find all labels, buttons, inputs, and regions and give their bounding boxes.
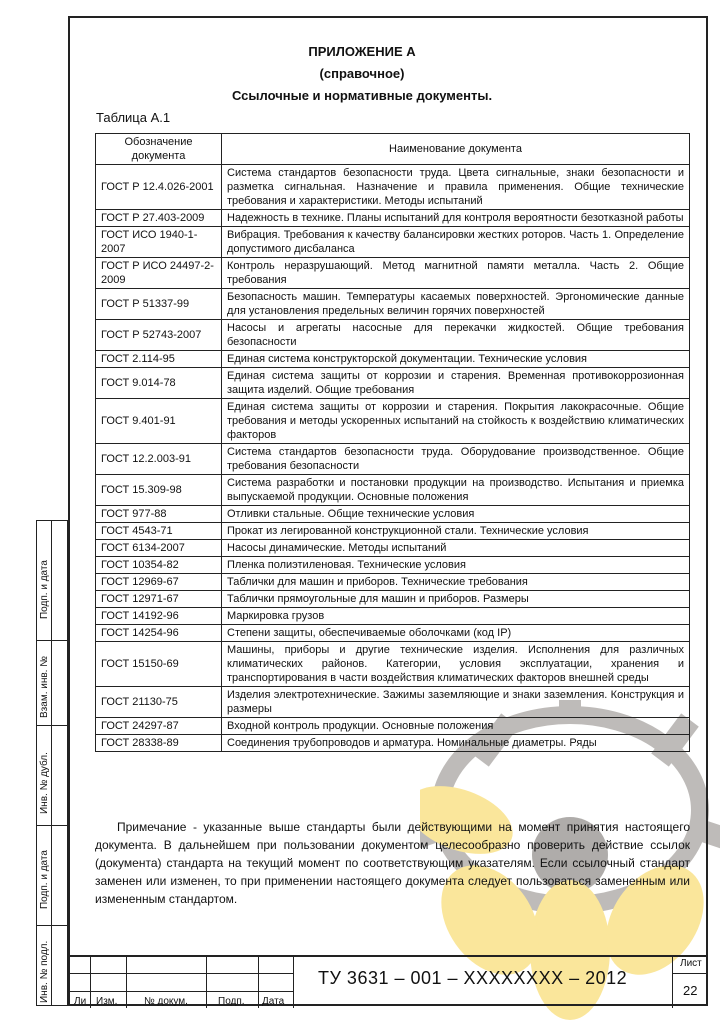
row-doc-name: Система стандартов безопасности труда. Оборудование производственное. Общие требования безопасности: [222, 444, 690, 475]
strip-label-sign-date-2: Подп. и дата: [39, 850, 50, 909]
appendix-title: ПРИЛОЖЕНИЕ А: [308, 44, 416, 59]
table-row: [96, 735, 690, 752]
row-doc-code: ГОСТ Р 51337-99: [96, 289, 222, 320]
table-row: [96, 351, 690, 368]
title-block-li: Ли: [74, 996, 87, 1007]
table-label: Таблица А.1: [96, 110, 171, 125]
table-row: [96, 523, 690, 540]
appendix-heading: Ссылочные и нормативные документы.: [231, 88, 493, 103]
table-row: [96, 557, 690, 574]
binding-strip: [36, 520, 68, 1006]
row-doc-name: Машины, приборы и другие технические изделия. Исполнения для различных климатических районов. Категории, условия эксплуатации, хранения и транспортирования в части воздействия климатических факторов внешней среды: [222, 642, 690, 687]
strip-label-inv-orig: Инв. № подл.: [39, 940, 50, 1003]
column-header-name: Наименование документа: [222, 134, 690, 165]
row-doc-code: ГОСТ Р 52743-2007: [96, 320, 222, 351]
row-doc-name: Степени защиты, обеспечиваемые оболочками (код IP): [222, 625, 690, 642]
table-row: [96, 506, 690, 523]
row-doc-code: ГОСТ 24297-87: [96, 718, 222, 735]
row-doc-code: ГОСТ 9.014-78: [96, 368, 222, 399]
row-doc-name: Таблички для машин и приборов. Технические требования: [222, 574, 690, 591]
row-doc-code: ГОСТ 10354-82: [96, 557, 222, 574]
row-doc-name: Насосы динамические. Методы испытаний: [222, 540, 690, 557]
row-doc-code: ГОСТ 12971-67: [96, 591, 222, 608]
row-doc-name: Таблички прямоугольные для машин и приборов. Размеры: [222, 591, 690, 608]
table-row: [96, 320, 690, 351]
row-doc-code: ГОСТ Р 12.4.026-2001: [96, 165, 222, 210]
appendix-subtitle: (справочное): [319, 66, 405, 81]
row-doc-code: ГОСТ 28338-89: [96, 735, 222, 752]
table-row: [96, 687, 690, 718]
row-doc-name: Безопасность машин. Температуры касаемых поверхностей. Эргономические данные для установления предельных величин горячих поверхностей: [222, 289, 690, 320]
table-row: [96, 608, 690, 625]
table-row: [96, 540, 690, 557]
table-row: [96, 574, 690, 591]
document-id: ТУ 3631 – 001 – ХХХХХХХХ – 2012: [318, 968, 628, 988]
table-row: [96, 475, 690, 506]
row-doc-name: Система стандартов безопасности труда. Цвета сигнальные, знаки безопасности и разметка сигнальная. Назначение и правила применения. Общие технические требования и характеристики. Методы испытаний: [222, 165, 690, 210]
strip-label-sign-date-1: Подп. и дата: [39, 560, 50, 619]
row-doc-name: Отливки стальные. Общие технические условия: [222, 506, 690, 523]
column-header-code: Обозначение документа: [96, 134, 222, 165]
row-doc-code: ГОСТ 21130-75: [96, 687, 222, 718]
table-row: [96, 210, 690, 227]
row-doc-code: ГОСТ 15.309-98: [96, 475, 222, 506]
sheet-number: 22: [683, 983, 698, 998]
row-doc-name: Пленка полиэтиленовая. Технические условия: [222, 557, 690, 574]
row-doc-name: Изделия электротехнические. Зажимы заземляющие и знаки заземления. Конструкция и размеры: [222, 687, 690, 718]
table-row: [96, 399, 690, 444]
row-doc-name: Прокат из легированной конструкционной стали. Технические условия: [222, 523, 690, 540]
note-paragraph: Примечание - указанные выше стандарты были действующими на момент принятия настоящего документа. В дальнейшем при пользовании документом целесообразно проверить действие ссылок (документа) стандарта на текущий момент по соответствующим указателям. Если ссылочный стандарт заменен или изменен, то при применении настоящего документа следует пользоваться замененным или измененным стандартом.: [95, 820, 690, 906]
table-row: [96, 625, 690, 642]
row-doc-code: ГОСТ 14192-96: [96, 608, 222, 625]
row-doc-code: ГОСТ Р ИСО 24497-2-2009: [96, 258, 222, 289]
table-header-row: [96, 134, 690, 165]
row-doc-code: ГОСТ 12969-67: [96, 574, 222, 591]
table-row: [96, 642, 690, 687]
row-doc-name: Соединения трубопроводов и арматура. Номинальные диаметры. Ряды: [222, 735, 690, 752]
table-row: [96, 718, 690, 735]
row-doc-name: Единая система защиты от коррозии и старения. Покрытия лакокрасочные. Общие требования и методы ускоренных испытаний на стойкость к воздействию климатических факторов: [222, 399, 690, 444]
table-row: [96, 227, 690, 258]
row-doc-code: ГОСТ 6134-2007: [96, 540, 222, 557]
table-row: [96, 289, 690, 320]
row-doc-name: Единая система защиты от коррозии и старения. Временная противокоррозионная защита изделий. Общие требования: [222, 368, 690, 399]
row-doc-code: ГОСТ Р 27.403-2009: [96, 210, 222, 227]
title-block-date: Дата: [262, 996, 285, 1007]
row-doc-name: Единая система конструкторской документации. Технические условия: [222, 351, 690, 368]
strip-label-inv-replace: Взам. инв. №: [39, 656, 50, 718]
references-table: [95, 133, 690, 752]
table-row: [96, 591, 690, 608]
row-doc-name: Маркировка грузов: [222, 608, 690, 625]
row-doc-code: ГОСТ 12.2.003-91: [96, 444, 222, 475]
row-doc-name: Насосы и агрегаты насосные для перекачки жидкостей. Общие требования безопасности: [222, 320, 690, 351]
strip-label-inv-dup: Инв. № дубл.: [39, 752, 50, 814]
title-block-izm: Изм.: [96, 996, 118, 1007]
row-doc-code: ГОСТ 15150-69: [96, 642, 222, 687]
table-row: [96, 368, 690, 399]
row-doc-code: ГОСТ 4543-71: [96, 523, 222, 540]
row-doc-name: Контроль неразрушающий. Метод магнитной памяти металла. Часть 2. Общие требования: [222, 258, 690, 289]
title-block-sign: Подп.: [218, 996, 245, 1007]
sheet-label: Лист: [680, 958, 702, 969]
table-row: [96, 444, 690, 475]
row-doc-name: Система разработки и постановки продукции на производство. Испытания и приемка выпускаемой продукции. Основные положения: [222, 475, 690, 506]
table-row: [96, 258, 690, 289]
row-doc-code: ГОСТ 977-88: [96, 506, 222, 523]
row-doc-name: Вибрация. Требования к качеству балансировки жестких роторов. Часть 1. Определение допустимого дисбаланса: [222, 227, 690, 258]
row-doc-code: ГОСТ 9.401-91: [96, 399, 222, 444]
row-doc-name: Надежность в технике. Планы испытаний для контроля вероятности безотказной работы: [222, 210, 690, 227]
row-doc-code: ГОСТ 2.114-95: [96, 351, 222, 368]
row-doc-code: ГОСТ 14254-96: [96, 625, 222, 642]
title-block-doc-no: № докум.: [144, 996, 188, 1007]
row-doc-code: ГОСТ ИСО 1940-1-2007: [96, 227, 222, 258]
table-row: [96, 165, 690, 210]
row-doc-name: Входной контроль продукции. Основные положения: [222, 718, 690, 735]
